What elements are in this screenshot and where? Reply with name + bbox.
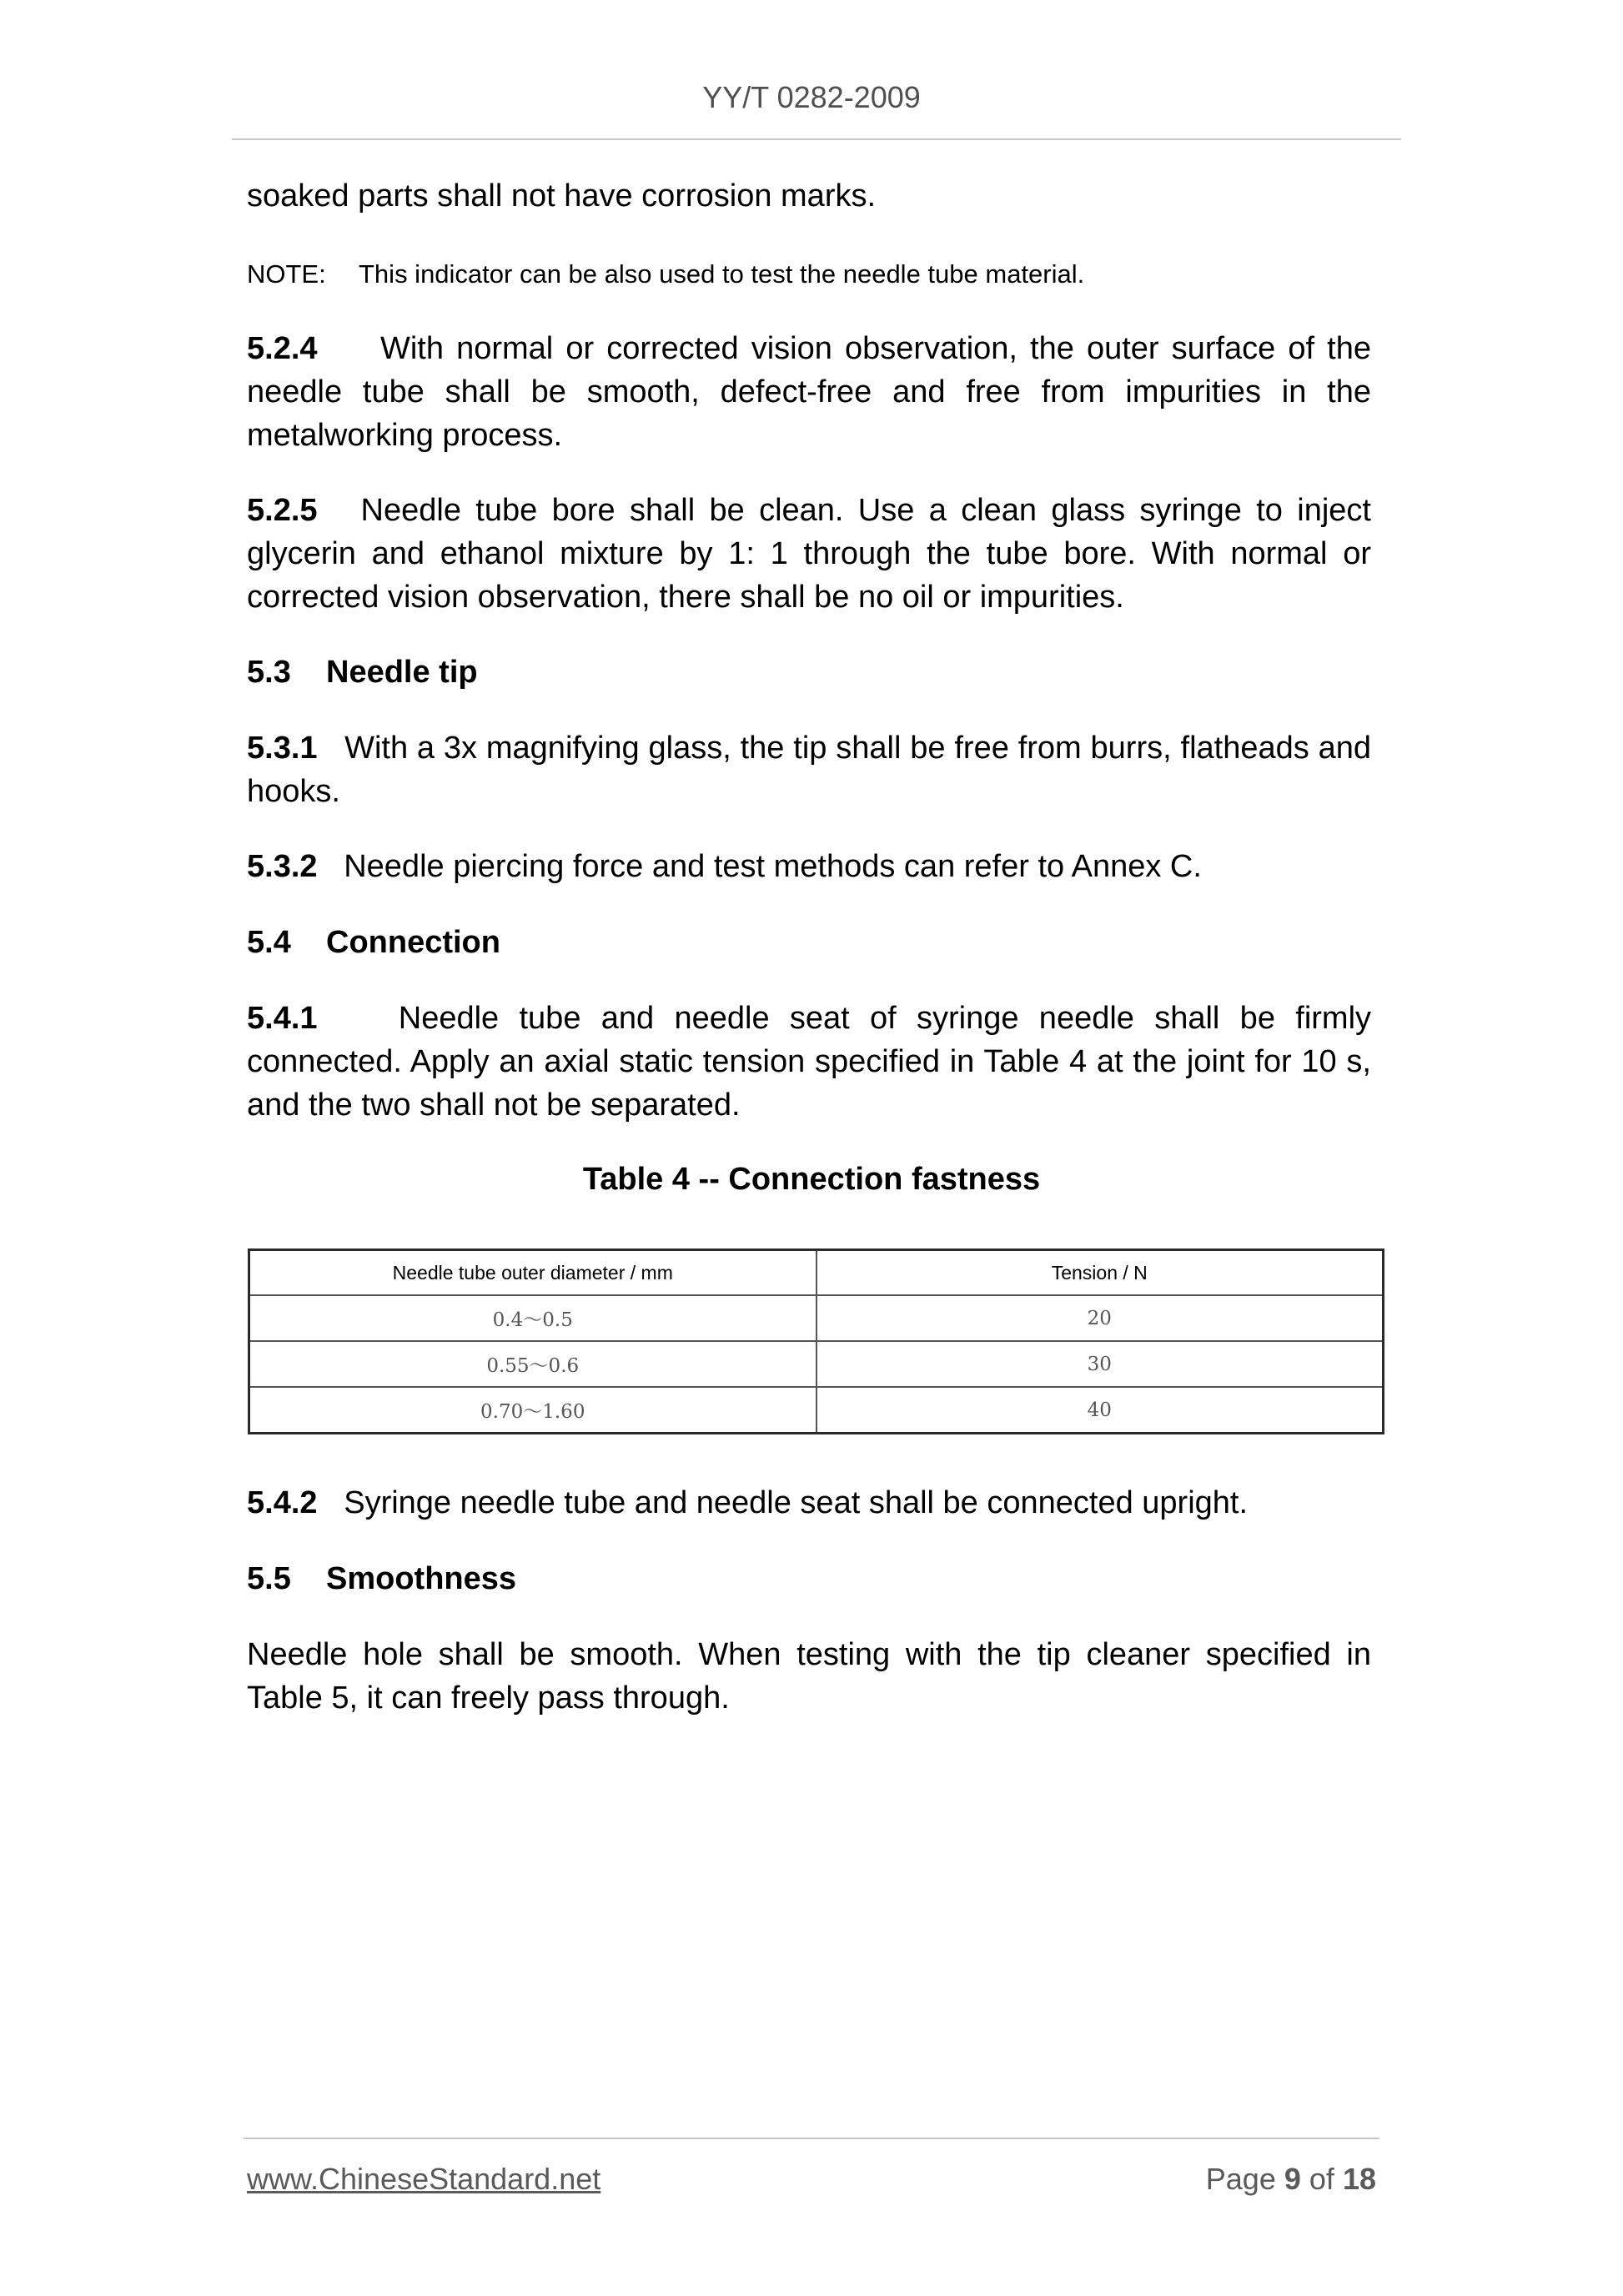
section-number: 5.3 (247, 655, 291, 690)
table-cell-tension: 30 (817, 1341, 1384, 1387)
clause-5-4-2 (247, 1481, 1371, 1525)
note-label: NOTE: (247, 259, 326, 289)
connection-fastness-table (248, 1248, 1384, 1434)
clause-number: 5.4.2 (247, 1485, 318, 1520)
table-cell-tension: 20 (817, 1295, 1384, 1341)
section-number: 5.5 (247, 1561, 291, 1596)
clause-5-3-1 (247, 726, 1371, 813)
website-link[interactable]: www.ChineseStandard.net (247, 2162, 601, 2196)
clause-text: With normal or corrected vision observation, the outer surface of the needle tube shall be smooth, defect-free and free from impurities in the metalworking process. (247, 331, 1371, 453)
clause-text: Syringe needle tube and needle seat shall be connected upright. (344, 1485, 1249, 1520)
section-heading-5-3 (247, 651, 478, 694)
clause-text: With a 3x magnifying glass, the tip shall be free from burrs, flatheads and hooks. (247, 731, 1371, 809)
clause-number: 5.2.4 (247, 331, 318, 366)
clause-5-2-5 (247, 489, 1371, 619)
section-title: Connection (326, 925, 500, 960)
clause-text: Needle tube bore shall be clean. Use a clean glass syringe to inject glycerin and ethanol mixture by 1: 1 through the tube bore. With normal or corrected vision observation, there shall be no oil or impurities. (247, 493, 1371, 615)
section-heading-5-4 (247, 921, 500, 964)
table-cell-diameter: 0.55～0.6 (249, 1341, 817, 1387)
section-heading-5-5 (247, 1557, 516, 1600)
note-text: This indicator can be also used to test the needle tube material. (359, 259, 1085, 289)
document-id-header: YY/T 0282-2009 (702, 80, 921, 114)
table-row (249, 1341, 1384, 1387)
page-total: 18 (1342, 2162, 1376, 2196)
table-cell-tension: 40 (817, 1387, 1384, 1434)
header-divider (232, 138, 1401, 140)
section-title: Needle tip (326, 655, 478, 690)
clause-number: 5.3.2 (247, 849, 318, 884)
table-row (249, 1387, 1384, 1434)
table-cell-diameter: 0.70～1.60 (249, 1387, 817, 1434)
continuation-text: soaked parts shall not have corrosion marks. (247, 178, 877, 214)
table-4-title: Table 4 -- Connection fastness (582, 1162, 1041, 1197)
note (247, 258, 1084, 291)
table-header-row (249, 1250, 1384, 1296)
page-prefix: Page (1205, 2162, 1276, 2196)
clause-5-3-2 (247, 845, 1371, 888)
page-current: 9 (1284, 2162, 1301, 2196)
clause-number: 5.4.1 (247, 1001, 318, 1036)
table-cell-diameter: 0.4～0.5 (249, 1295, 817, 1341)
clause-5-5-text: Needle hole shall be smooth. When testing with the tip cleaner specified in Table 5, it can freely pass through. (247, 1637, 1371, 1716)
table-row (249, 1295, 1384, 1341)
clause-text: Needle piercing force and test methods can refer to Annex C. (344, 849, 1202, 884)
clause-5-2-4 (247, 327, 1371, 457)
page-of: of (1309, 2162, 1334, 2196)
footer-divider (244, 2138, 1379, 2139)
clause-text: Needle tube and needle seat of syringe needle shall be firmly connected. Apply an axial static tension specified in Table 4 at the joint for 10 s, and the two shall not be separated. (247, 1001, 1372, 1123)
clause-number: 5.2.5 (247, 493, 318, 528)
clause-5-4-1 (247, 997, 1371, 1127)
clause-number: 5.3.1 (247, 731, 318, 766)
section-title: Smoothness (326, 1561, 517, 1596)
column-header-diameter: Needle tube outer diameter / mm (249, 1250, 817, 1296)
page-number (1206, 2162, 1376, 2197)
column-header-tension: Tension / N (817, 1250, 1384, 1296)
section-number: 5.4 (247, 925, 291, 960)
